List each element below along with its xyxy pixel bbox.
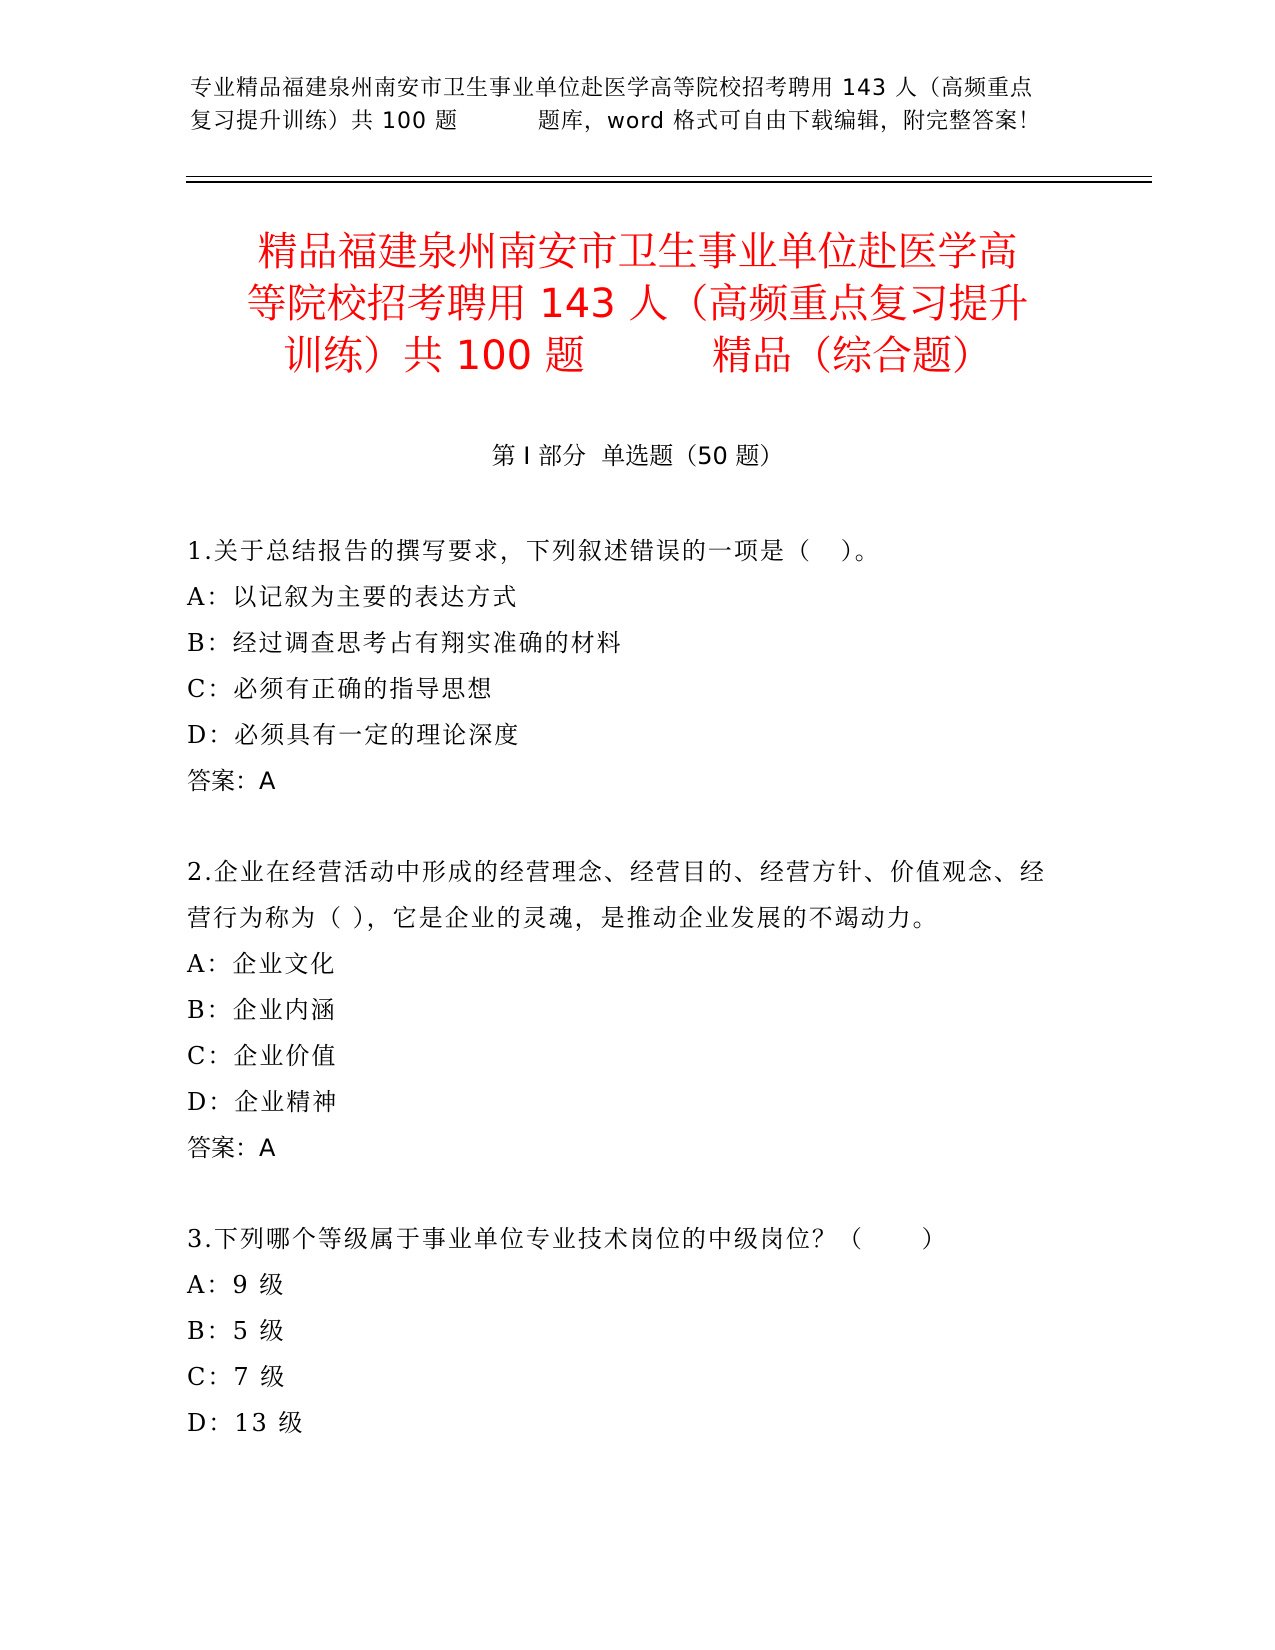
- answer: 答案：A: [187, 767, 276, 795]
- header-line-1: 专业精品福建泉州南安市卫生事业单位赴医学高等院校招考聘用 143 人（高频重点: [190, 76, 1033, 101]
- question-stem: 1.关于总结报告的撰写要求，下列叙述错误的一项是（ ）。: [187, 537, 881, 565]
- title-line-1: 精品福建泉州南安市卫生事业单位赴医学高: [257, 229, 1018, 275]
- option-a: A：以记叙为主要的表达方式: [187, 583, 519, 611]
- header-line-2: 复习提升训练）共 100 题 题库，word 格式可自由下载编辑，附完整答案！: [190, 109, 1041, 134]
- answer: 答案：A: [187, 1134, 276, 1162]
- title-line-2: 等院校招考聘用 143 人（高频重点复习提升: [246, 281, 1029, 327]
- option-c: C：企业价值: [187, 1042, 338, 1070]
- option-d: D：13 级: [187, 1409, 305, 1437]
- option-d: D：企业精神: [187, 1088, 339, 1116]
- option-b: B：5 级: [187, 1317, 286, 1345]
- section-title: 第 I 部分 单选题（50 题）: [491, 442, 784, 470]
- question-list: [187, 528, 1087, 1446]
- option-d: D：必须具有一定的理论深度: [187, 721, 521, 749]
- option-c: C：必须有正确的指导思想: [187, 675, 494, 703]
- question-3: [187, 1216, 1087, 1446]
- option-a: A：企业文化: [187, 950, 337, 978]
- option-a: A：9 级: [187, 1271, 286, 1299]
- question-1: [187, 528, 1087, 804]
- title-line-3: 训练）共 100 题 精品（综合题）: [283, 333, 992, 379]
- header-rule-thin: [186, 176, 1152, 177]
- option-c: C：7 级: [187, 1363, 287, 1391]
- page-header: [190, 72, 1090, 138]
- question-stem: 2.企业在经营活动中形成的经营理念、经营目的、经营方针、价值观念、经营行为称为（ ），它是企业的灵魂，是推动企业发展的不竭动力。: [187, 858, 1046, 932]
- option-b: B：经过调查思考占有翔实准确的材料: [187, 629, 623, 657]
- question-stem: 3.下列哪个等级属于事业单位专业技术岗位的中级岗位？（ ）: [187, 1225, 948, 1253]
- header-rule-thick: [186, 181, 1152, 183]
- question-2: [187, 849, 1087, 1171]
- document-title: [150, 226, 1125, 382]
- option-b: B：企业内涵: [187, 996, 337, 1024]
